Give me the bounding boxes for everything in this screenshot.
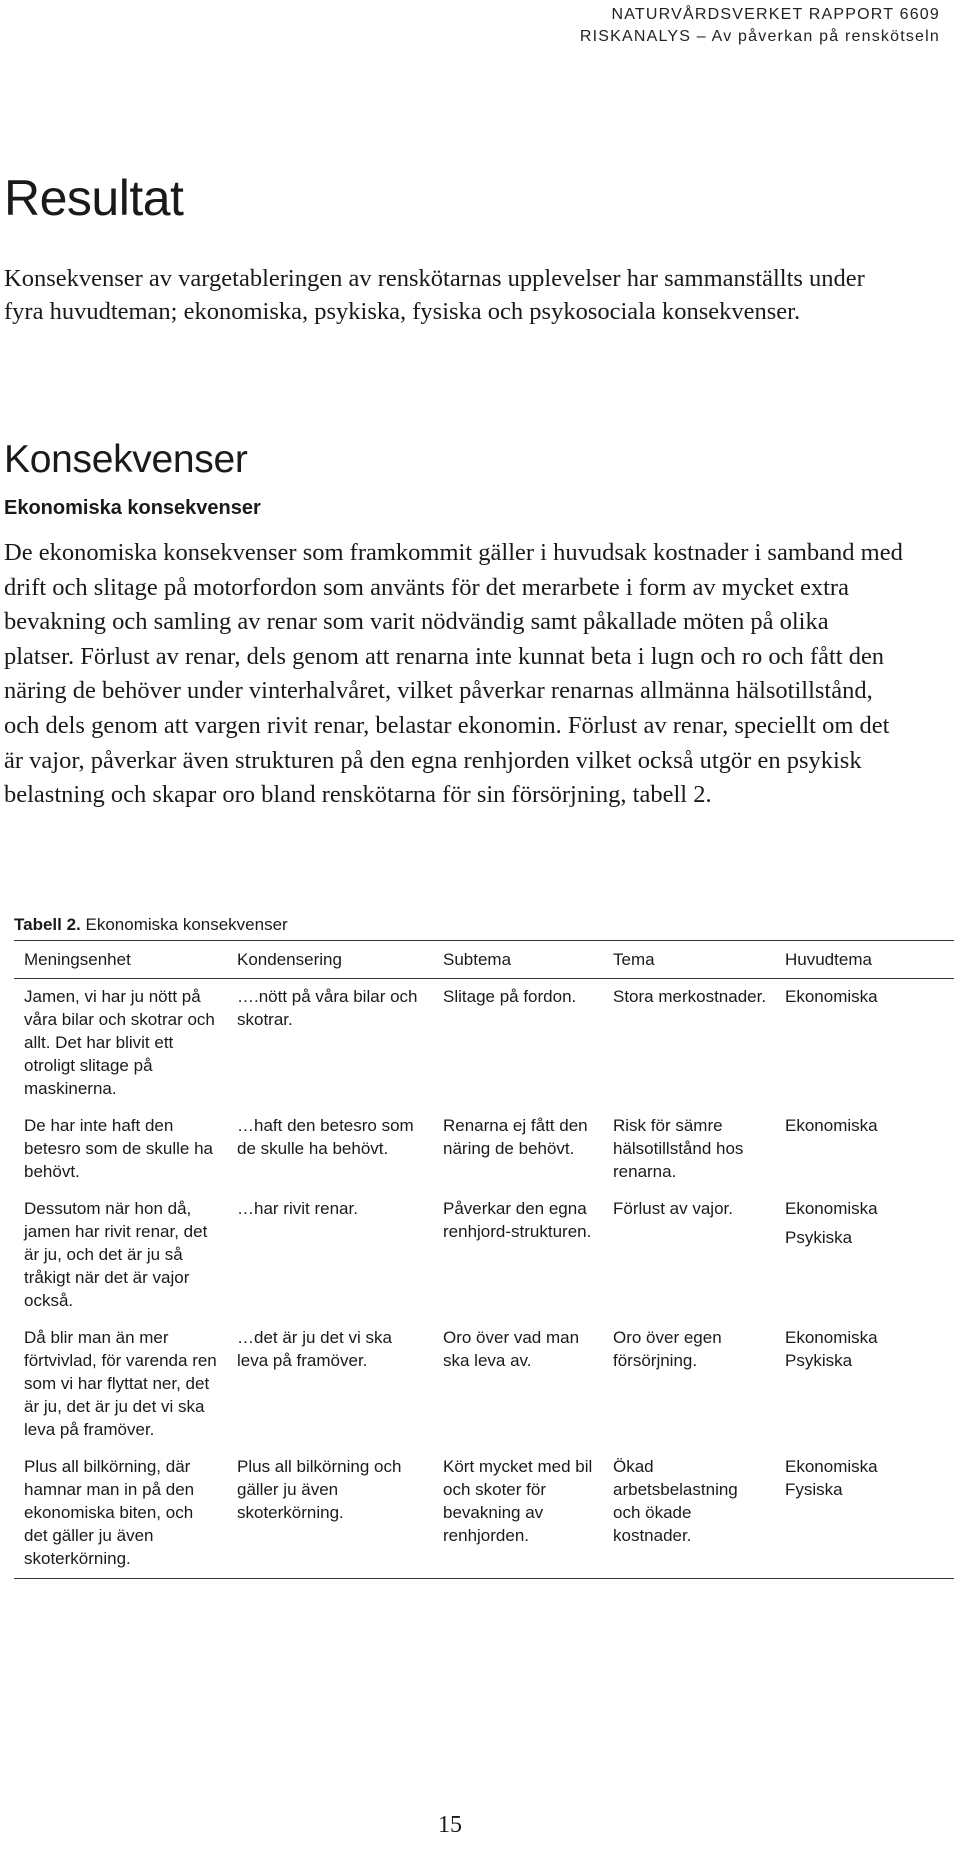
cell-kondensering: …har rivit renar. — [237, 1199, 358, 1218]
body-paragraph: De ekonomiska konsekvenser som framkommit gäller i huvudsak kostnader i samband med drift och slitage på motorfordon som använts för det merarbete i form av mycket extra bevakning och samling av renar som varit nödvändig samt påkallade möten på olika platser. Förlust av renar, dels genom att renarna inte kunnat beta i lugn och ro och fått den näring de behöver under vinterhalvåret, vilket påverkar renarnas allmänna hälsotillstånd, och dels genom att vargen rivit renar, belastar ekonomin. Förlust av renar, speciellt om det är vajor, påverkar även strukturen på den egna renhjorden vilket också utgör en psykisk belastning och skapar oro bland renskötarna för sin försörjning, tabell 2. — [4, 539, 903, 809]
table-row — [14, 1449, 954, 1579]
table-header-row — [14, 941, 954, 979]
intro-paragraph: Konsekvenser av vargetableringen av renskötarnas upplevelser har sammanställts under fyra huvudteman; ekonomiska, psykiska, fysiska och psykosociala konsekvenser. — [4, 265, 865, 325]
cell-meningsenhet: Plus all bilkörning, där hamnar man in på den ekonomiska biten, och det gäller ju även skoterkörning. — [14, 1449, 227, 1579]
section-heading: Konsekvenser — [4, 438, 248, 481]
page-title: Resultat — [4, 170, 184, 226]
cell-huvudtema — [775, 979, 954, 1109]
huvudtema-value: Ekonomiska — [785, 1328, 878, 1347]
huvudtema-value: Ekonomiska — [785, 1457, 878, 1476]
cell-subtema: Påverkar den egna renhjord-strukturen. — [443, 1199, 592, 1241]
cell-kondensering: …det är ju det vi ska leva på framöver. — [237, 1328, 392, 1370]
cell-huvudtema — [775, 1191, 954, 1320]
huvudtema-value: Psykiska — [785, 1228, 853, 1247]
table-row — [14, 1191, 954, 1320]
cell-tema: Förlust av vajor. — [613, 1199, 733, 1218]
table-caption — [14, 914, 288, 936]
cell-kondensering: Plus all bilkörning och gäller ju även skoterkörning. — [227, 1449, 433, 1579]
column-header-huvudtema: Huvudtema — [775, 941, 954, 979]
column-header-subtema: Subtema — [433, 941, 603, 979]
cell-huvudtema — [775, 1108, 954, 1191]
page-number: 15 — [438, 1812, 462, 1838]
cell-meningsenhet: De har inte haft den betesro som de skulle ha behövt. — [24, 1116, 213, 1181]
column-header-kondensering: Kondensering — [227, 941, 433, 979]
huvudtema-value: Ekonomiska — [785, 987, 878, 1006]
cell-huvudtema — [775, 1449, 954, 1579]
table-row — [14, 1108, 954, 1191]
report-subtitle: RISKANALYS – Av påverkan på renskötseln — [579, 28, 940, 45]
cell-kondensering: ….nött på våra bilar och skotrar. — [237, 987, 418, 1029]
cell-tema: Risk för sämre hälsotillstånd hos renarna. — [613, 1116, 744, 1181]
table-row — [14, 979, 954, 1109]
huvudtema-value: Ekonomiska — [785, 1116, 878, 1135]
cell-tema: Ökad arbetsbelastning och ökade kostnader. — [603, 1449, 775, 1579]
cell-meningsenhet: Då blir man än mer förtvivlad, för varenda ren som vi har flyttat ner, det är ju, det är ju det vi ska leva på framöver. — [24, 1328, 217, 1439]
cell-subtema: Kört mycket med bil och skoter för bevakning av renhjorden. — [433, 1449, 603, 1579]
column-header-tema: Tema — [603, 941, 775, 979]
cell-huvudtema — [775, 1320, 954, 1449]
huvudtema-value: Psykiska — [785, 1351, 853, 1370]
huvudtema-value: Ekonomiska — [785, 1199, 878, 1218]
column-header-meningsenhet: Meningsenhet — [14, 941, 227, 979]
cell-meningsenhet: Jamen, vi har ju nött på våra bilar och skotrar och allt. Det har blivit ett otroligt slitage på maskinerna. — [24, 987, 215, 1098]
cell-subtema: Renarna ej fått den näring de behövt. — [443, 1116, 588, 1158]
cell-meningsenhet: Dessutom när hon då, jamen har rivit renar, det är ju, och det är ju så tråkigt när det är vajor också. — [24, 1199, 208, 1310]
running-header — [580, 4, 940, 48]
cell-subtema: Slitage på fordon. — [443, 987, 577, 1006]
cell-tema: Stora merkostnader. — [613, 987, 767, 1006]
report-title: NATURVÅRDSVERKET RAPPORT 6609 — [611, 6, 940, 23]
cell-subtema: Oro över vad man ska leva av. — [443, 1328, 580, 1370]
consequences-table — [14, 940, 954, 1579]
table-caption-label: Tabell 2. — [14, 915, 81, 934]
table-caption-title: Ekonomiska konsekvenser — [85, 915, 288, 934]
subsection-heading: Ekonomiska konsekvenser — [4, 497, 261, 519]
table-row — [14, 1320, 954, 1449]
cell-kondensering: …haft den betesro som de skulle ha behövt. — [237, 1116, 414, 1158]
cell-tema: Oro över egen försörjning. — [613, 1328, 722, 1370]
huvudtema-value: Fysiska — [785, 1480, 843, 1499]
